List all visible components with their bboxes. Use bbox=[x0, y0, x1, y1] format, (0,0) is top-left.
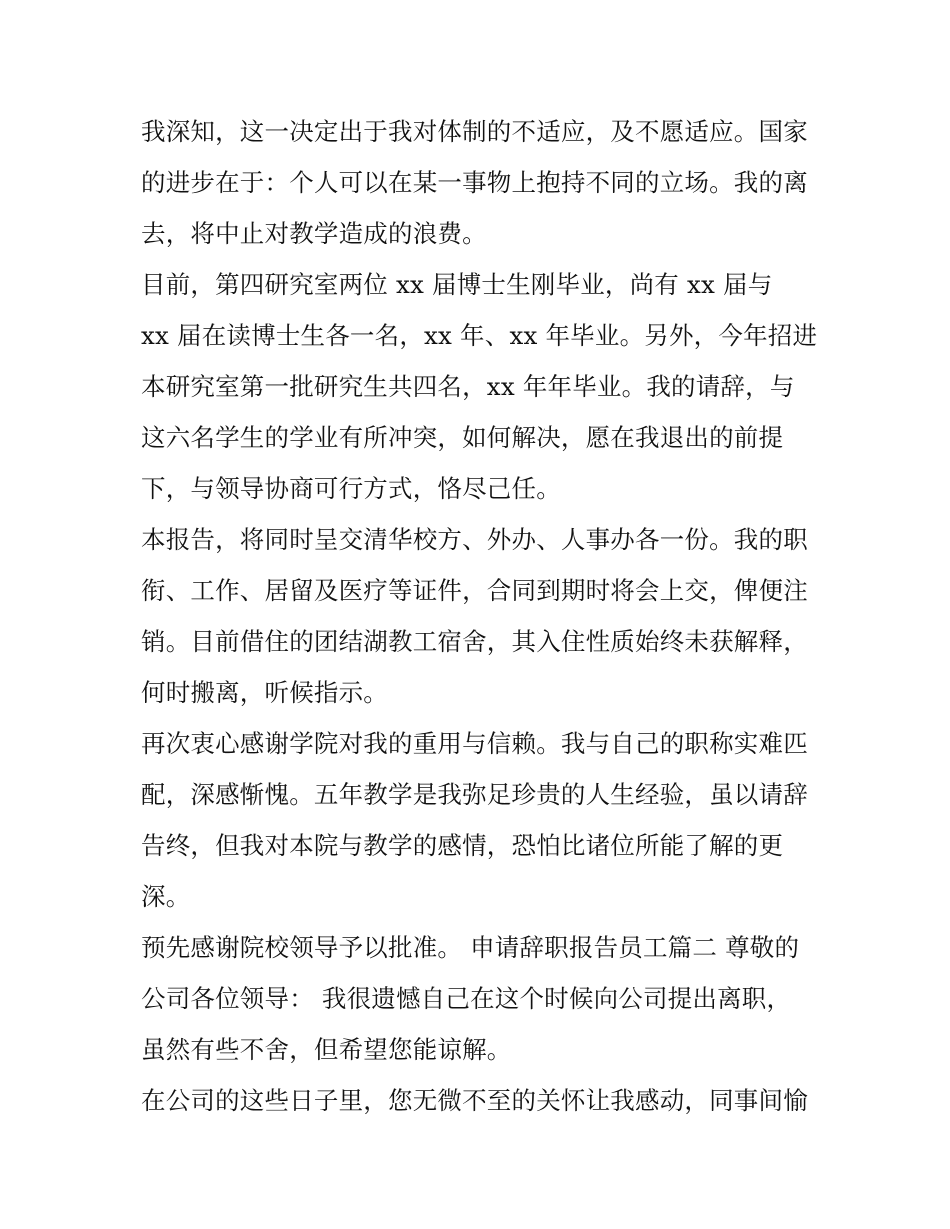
text-line: 在公司的这些日子里，您无微不至的关怀让我感动，同事间愉 bbox=[141, 1086, 808, 1115]
text-line: 衔、工作、居留及医疗等证件，合同到期时将会上交，俾便注 bbox=[141, 576, 808, 605]
text-line: 下，与领导协商可行方式，恪尽己任。 bbox=[141, 474, 561, 503]
text-line: 本报告，将同时呈交清华校方、外办、人事办各一份。我的职 bbox=[141, 525, 808, 554]
text-line: 何时搬离，听候指示。 bbox=[141, 678, 388, 707]
text-line: 配，深感惭愧。五年教学是我弥足珍贵的人生经验，虽以请辞 bbox=[141, 780, 808, 809]
text-line: 的进步在于：个人可以在某一事物上抱持不同的立场。我的离 bbox=[141, 168, 808, 197]
text-line: 去，将中止对教学造成的浪费。 bbox=[141, 219, 487, 248]
text-line: 告终，但我对本院与教学的感情，恐怕比诸位所能了解的更 bbox=[141, 831, 784, 860]
text-line: 销。目前借住的团结湖教工宿舍，其入住性质始终未获解释， bbox=[141, 627, 808, 656]
text-line: 预先感谢院校领导予以批准。 申请辞职报告员工篇二 尊敬的 bbox=[141, 933, 800, 962]
text-line: 本研究室第一批研究生共四名，xx 年年毕业。我的请辞，与 bbox=[141, 372, 795, 401]
text-line: 这六名学生的学业有所冲突，如何解决，愿在我退出的前提 bbox=[141, 423, 784, 452]
document-body bbox=[141, 106, 821, 1126]
text-line: 公司各位领导： 我很遗憾自己在这个时候向公司提出离职， bbox=[141, 984, 792, 1013]
text-line: 目前，第四研究室两位 xx 届博士生刚毕业，尚有 xx 届与 bbox=[141, 270, 773, 299]
text-line: 再次衷心感谢学院对我的重用与信赖。我与自己的职称实难匹 bbox=[141, 729, 808, 758]
text-line: 深。 bbox=[141, 882, 191, 911]
text-line: xx 届在读博士生各一名，xx 年、xx 年毕业。另外，今年招进 bbox=[141, 321, 818, 350]
text-line: 虽然有些不舍，但希望您能谅解。 bbox=[141, 1035, 512, 1064]
text-line: 我深知，这一决定出于我对体制的不适应，及不愿适应。国家 bbox=[141, 117, 808, 146]
